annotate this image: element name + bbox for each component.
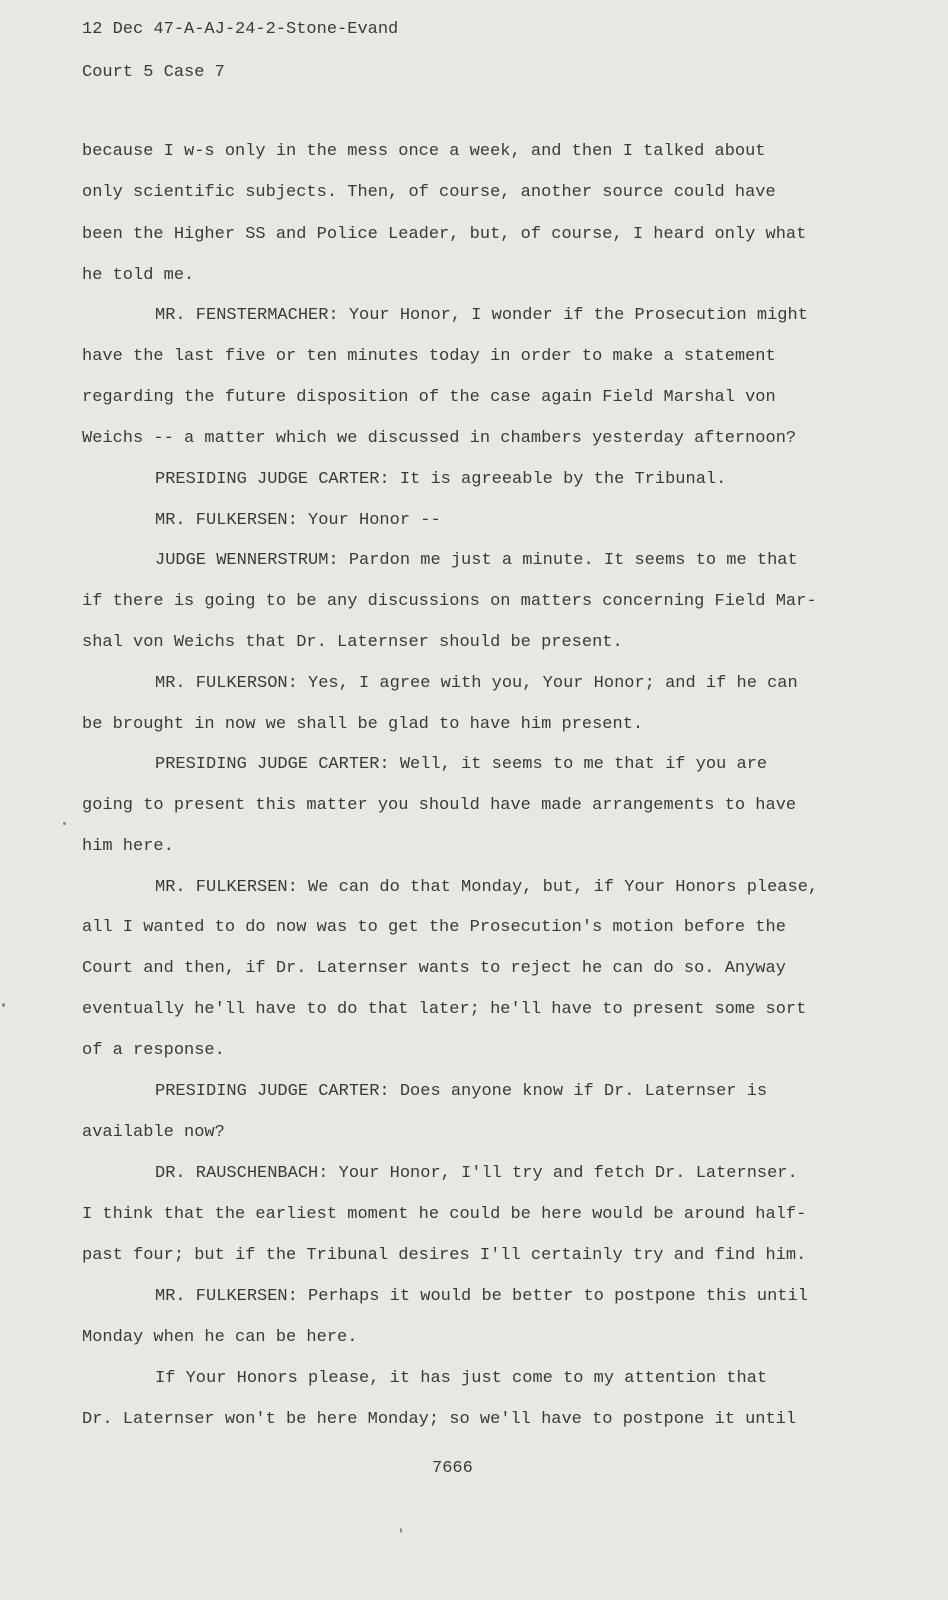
speaker-line: DR. RAUSCHENBACH: Your Honor, I'll try and fetch Dr. Laternser. <box>155 1164 798 1183</box>
body-line: going to present this matter you should have made arrangements to have <box>82 796 797 815</box>
body-line: only scientific subjects. Then, of course, another source could have <box>82 183 776 202</box>
body-line: past four; but if the Tribunal desires I'll certainly try and find him. <box>82 1246 807 1265</box>
body-line: Monday when he can be here. <box>82 1328 358 1347</box>
body-line: Court and then, if Dr. Laternser wants to reject he can do so. Anyway <box>82 959 786 978</box>
header-court-case: Court 5 Case 7 <box>82 63 225 82</box>
paper-speck <box>63 822 66 825</box>
body-line: be brought in now we shall be glad to have him present. <box>82 715 644 734</box>
header-reference: 12 Dec 47-A-AJ-24-2-Stone-Evand <box>82 20 399 39</box>
body-line: been the Higher SS and Police Leader, but, of course, I heard only what <box>82 225 807 244</box>
body-line: if there is going to be any discussions on matters concerning Field Mar- <box>82 592 817 611</box>
paper-speck <box>2 1003 5 1007</box>
speaker-line: PRESIDING JUDGE CARTER: It is agreeable by the Tribunal. <box>155 470 727 489</box>
page-number: 7666 <box>432 1459 473 1478</box>
speaker-line: MR. FULKERSEN: Perhaps it would be better to postpone this until <box>155 1287 808 1306</box>
body-line: I think that the earliest moment he could be here would be around half- <box>82 1205 807 1224</box>
body-line: of a response. <box>82 1041 225 1060</box>
body-line: because I w-s only in the mess once a week, and then I talked about <box>82 142 766 161</box>
body-line: Dr. Laternser won't be here Monday; so we'll have to postpone it until <box>82 1410 797 1429</box>
speaker-line: PRESIDING JUDGE CARTER: Does anyone know if Dr. Laternser is <box>155 1082 768 1101</box>
speaker-line: PRESIDING JUDGE CARTER: Well, it seems to me that if you are <box>155 755 768 774</box>
body-line: him here. <box>82 837 174 856</box>
body-line: Weichs -- a matter which we discussed in chambers yesterday afternoon? <box>82 429 797 448</box>
body-line: eventually he'll have to do that later; he'll have to present some sort <box>82 1000 807 1019</box>
body-line: If Your Honors please, it has just come to my attention that <box>155 1369 768 1388</box>
speaker-line: JUDGE WENNERSTRUM: Pardon me just a minute. It seems to me that <box>155 551 798 570</box>
speaker-line: MR. FULKERSEN: We can do that Monday, but, if Your Honors please, <box>155 878 819 897</box>
body-line: regarding the future disposition of the case again Field Marshal von <box>82 388 776 407</box>
speaker-line: MR. FULKERSEN: Your Honor -- <box>155 511 441 530</box>
body-line: available now? <box>82 1123 225 1142</box>
body-line: have the last five or ten minutes today in order to make a statement <box>82 347 776 366</box>
body-line: shal von Weichs that Dr. Laternser should be present. <box>82 633 623 652</box>
body-line: he told me. <box>82 266 195 285</box>
paper-speck <box>400 1528 402 1533</box>
speaker-line: MR. FULKERSON: Yes, I agree with you, Your Honor; and if he can <box>155 674 798 693</box>
body-line: all I wanted to do now was to get the Prosecution's motion before the <box>82 918 786 937</box>
speaker-line: MR. FENSTERMACHER: Your Honor, I wonder if the Prosecution might <box>155 306 808 325</box>
